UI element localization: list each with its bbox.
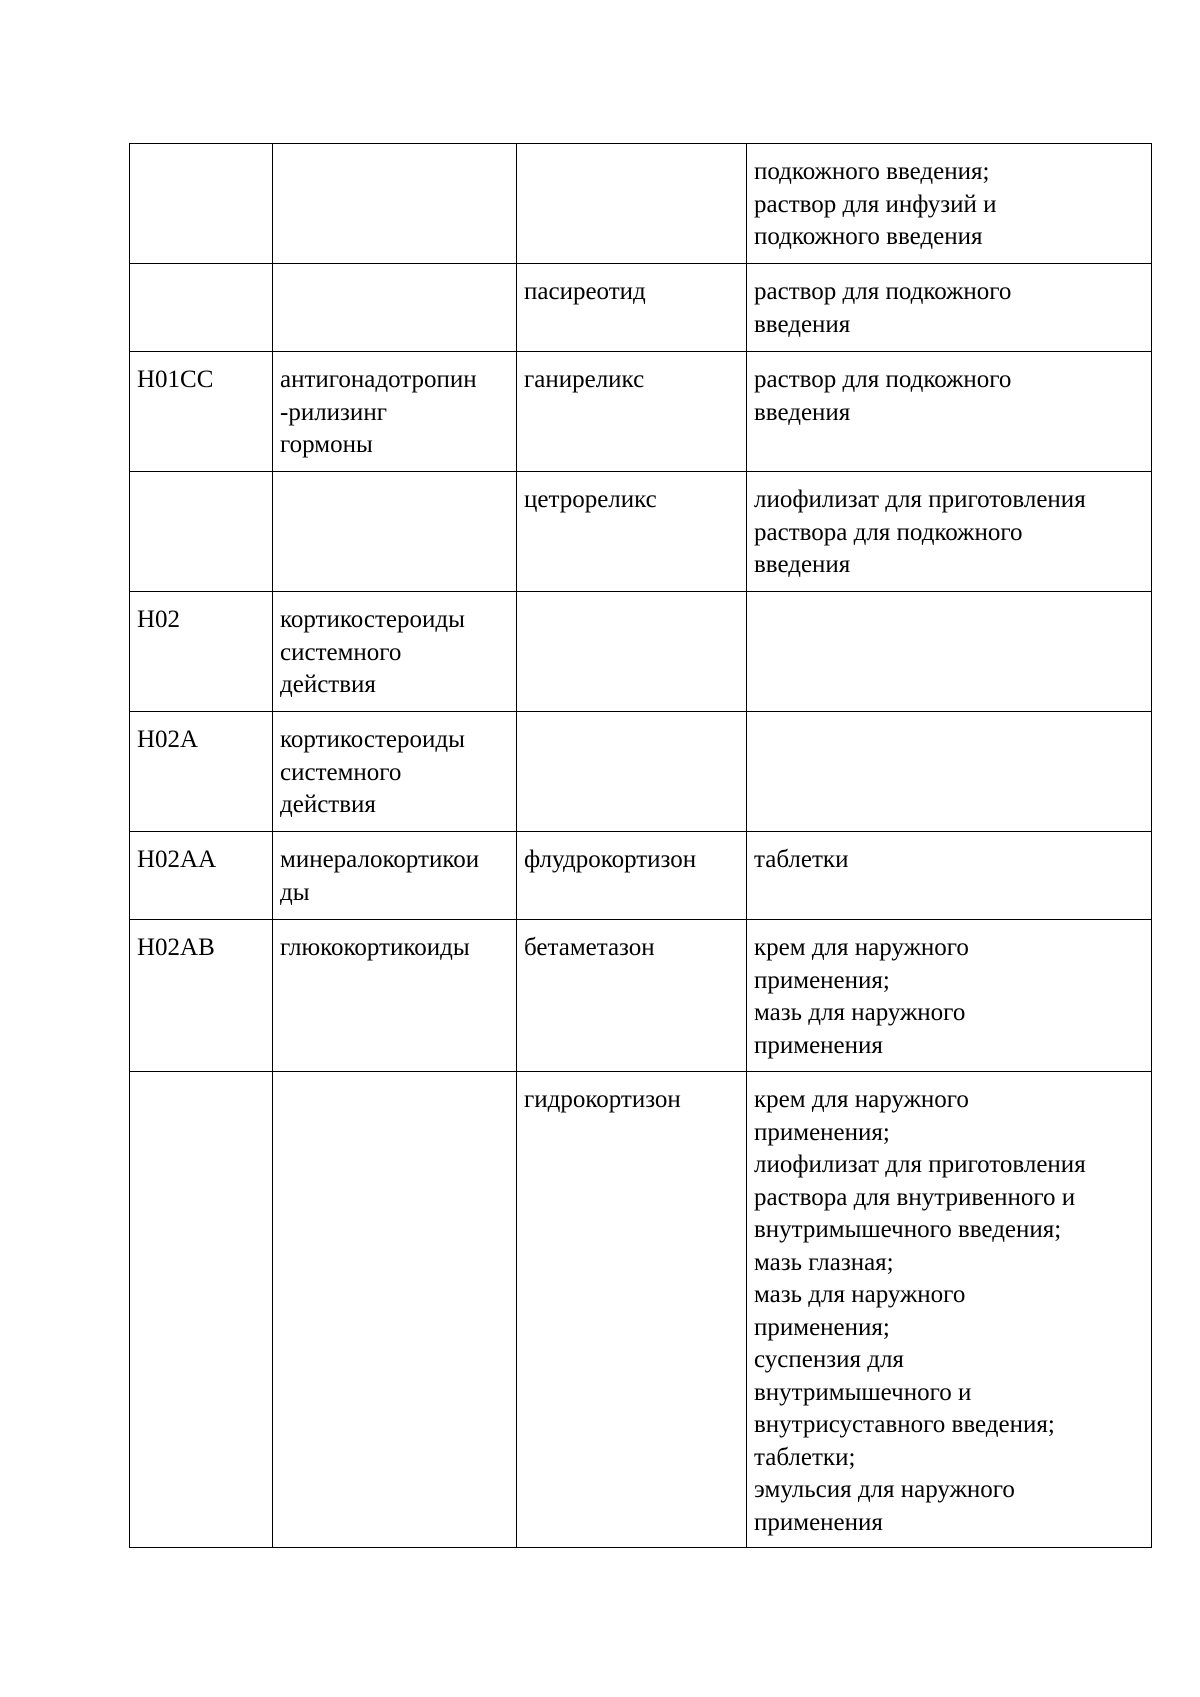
dosage-form-line: применения [754, 1031, 883, 1059]
dosage-form-line: применения; [754, 1118, 890, 1146]
drug-name-cell [517, 352, 747, 472]
table-row [130, 472, 1152, 592]
table-row [130, 264, 1152, 352]
drug-name-cell [517, 832, 747, 920]
drug-name: флудрокортизон [524, 846, 697, 873]
atc-code: H01CC [137, 366, 214, 393]
atc-code-cell [130, 832, 273, 920]
dosage-form-line: крем для наружного [754, 934, 969, 961]
atc-code-cell [130, 352, 273, 472]
atc-code-cell [130, 144, 273, 264]
dosage-form-line: введения [754, 398, 851, 426]
atc-code-cell [130, 472, 273, 592]
dosage-forms-cell [747, 712, 1152, 832]
group-name-cell [273, 712, 517, 832]
dosage-form-line: лиофилизат для приготовления [754, 486, 1086, 513]
atc-code-cell [130, 592, 273, 712]
group-name-line: системного [280, 638, 402, 666]
dosage-forms-cell [747, 264, 1152, 352]
drug-name-cell [517, 472, 747, 592]
group-name-line: системного [280, 758, 402, 786]
dosage-form-line: раствора для внутривенного и [754, 1183, 1076, 1211]
dosage-form-line: применения; [754, 966, 890, 994]
group-name-cell [273, 832, 517, 920]
drug-name: цетрореликс [524, 486, 657, 513]
drug-name-cell [517, 144, 747, 264]
group-name-line: -рилизинг [280, 398, 387, 426]
group-name-cell [273, 472, 517, 592]
dosage-form-line: мазь для наружного [754, 1281, 966, 1308]
table-row [130, 144, 1152, 264]
dosage-form-line: раствор для подкожного [754, 366, 1012, 393]
group-name-line: кортикостероиды [280, 726, 465, 753]
dosage-form-line: применения [754, 1508, 883, 1536]
dosage-forms-cell [747, 352, 1152, 472]
table-row [130, 920, 1152, 1072]
dosage-forms-cell [747, 1072, 1152, 1548]
dosage-form-line: эмульсия для наружного [754, 1476, 1015, 1503]
dosage-forms-cell [747, 144, 1152, 264]
group-name-line: антигонадотропин [280, 366, 477, 393]
table-row [130, 832, 1152, 920]
group-name-line: гормоны [280, 431, 373, 458]
atc-code: H02AB [137, 934, 215, 961]
dosage-form-line: таблетки; [754, 1443, 856, 1471]
dosage-form-line: крем для наружного [754, 1086, 969, 1113]
table-row [130, 712, 1152, 832]
dosage-forms-cell [747, 832, 1152, 920]
group-name-cell [273, 352, 517, 472]
dosage-form-line: введения [754, 310, 851, 338]
group-name-cell [273, 264, 517, 352]
group-name-cell [273, 144, 517, 264]
drug-name: ганиреликс [524, 366, 645, 393]
dosage-form-line: подкожного введения; [754, 158, 990, 185]
group-name-line: кортикостероиды [280, 606, 465, 633]
group-name-line: глюкокортикоиды [280, 934, 470, 961]
dosage-form-line: суспензия для [754, 1346, 904, 1373]
group-name-line: действия [280, 791, 376, 818]
dosage-forms-cell [747, 920, 1152, 1072]
dosage-form-line: применения; [754, 1313, 890, 1341]
atc-code-cell [130, 1072, 273, 1548]
drug-name: пасиреотид [524, 278, 646, 305]
group-name-cell [273, 1072, 517, 1548]
atc-code: H02AA [137, 846, 217, 873]
table-row [130, 1072, 1152, 1548]
dosage-form-line: мазь для наружного [754, 999, 966, 1026]
dosage-form-line: раствора для подкожного [754, 518, 1023, 546]
group-name-line: минералокортикои [280, 846, 480, 873]
drug-name: гидрокортизон [524, 1086, 681, 1113]
dosage-form-line: внутримышечного введения; [754, 1216, 1062, 1243]
dosage-form-line: таблетки [754, 846, 849, 873]
dosage-form-line: внутримышечного и [754, 1378, 972, 1406]
atc-code: H02 [137, 606, 181, 633]
drug-name-cell [517, 920, 747, 1072]
drug-name-cell [517, 1072, 747, 1548]
drug-name: бетаметазон [524, 934, 655, 961]
table-row [130, 352, 1152, 472]
dosage-forms-cell [747, 592, 1152, 712]
atc-code: H02A [137, 726, 199, 753]
atc-code-cell [130, 264, 273, 352]
dosage-form-line: мазь глазная; [754, 1248, 894, 1276]
group-name-cell [273, 920, 517, 1072]
drug-name-cell [517, 592, 747, 712]
group-name-line: ды [280, 878, 310, 906]
dosage-form-line: лиофилизат для приготовления [754, 1151, 1086, 1178]
drug-classification-table [129, 143, 1152, 1548]
atc-code-cell [130, 920, 273, 1072]
dosage-form-line: раствор для подкожного [754, 278, 1012, 305]
group-name-cell [273, 592, 517, 712]
drug-name-cell [517, 264, 747, 352]
group-name-line: действия [280, 671, 376, 698]
dosage-forms-cell [747, 472, 1152, 592]
dosage-form-line: подкожного введения [754, 223, 983, 250]
dosage-form-line: введения [754, 551, 851, 578]
drug-name-cell [517, 712, 747, 832]
table-row [130, 592, 1152, 712]
dosage-form-line: раствор для инфузий и [754, 190, 997, 218]
atc-code-cell [130, 712, 273, 832]
dosage-form-line: внутрисуставного введения; [754, 1411, 1055, 1438]
